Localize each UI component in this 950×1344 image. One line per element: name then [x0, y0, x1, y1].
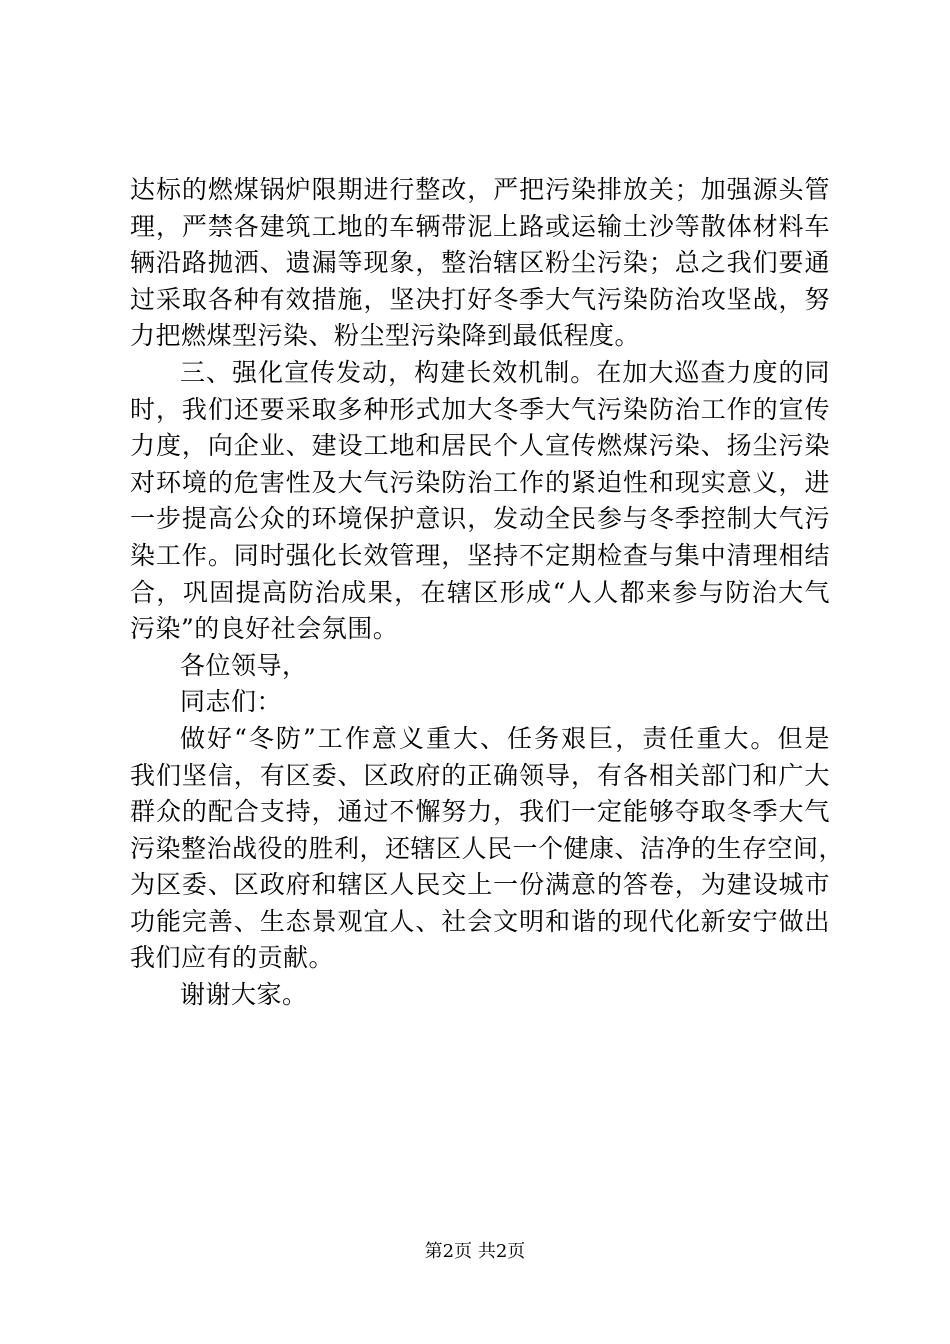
text-line: 合，巩固提高防治成果，在辖区形成“人人都来参与防治大气	[130, 577, 830, 607]
text-line: 为区委、区政府和辖区人民交上一份满意的答卷，为建设城市	[130, 870, 830, 900]
page-footer: 第2页 共2页	[424, 1241, 526, 1262]
text-line: 达标的燃煤锅炉限期进行整改，严把污染排放关；加强源头管	[130, 175, 830, 204]
text-line: 谢谢大家。	[180, 980, 308, 1010]
text-line: 时，我们还要采取多种形式加大冬季大气污染防治工作的宣传	[130, 394, 830, 424]
text-line: 力度，向企业、建设工地和居民个人宣传燃煤污染、扬尘污染	[130, 431, 830, 461]
text-line: 污染”的良好社会氛围。	[130, 614, 399, 644]
text-line: 三、强化宣传发动，构建长效机制。在加大巡查力度的同	[180, 357, 830, 387]
text-line: 做好“冬防”工作意义重大、任务艰巨，责任重大。但是	[180, 723, 830, 753]
text-line: 理，严禁各建筑工地的车辆带泥上路或运输土沙等散体材料车	[130, 211, 830, 241]
text-line: 功能完善、生态景观宜人、社会文明和谐的现代化新安宁做出	[130, 906, 830, 936]
text-line: 各位领导，	[180, 650, 308, 680]
text-line: 同志们：	[180, 687, 283, 717]
text-line: 群众的配合支持，通过不懈努力，我们一定能够夺取冬季大气	[130, 797, 830, 827]
text-line: 我们应有的贡献。	[130, 943, 335, 973]
text-line: 我们坚信，有区委、区政府的正确领导，有各相关部门和广大	[130, 760, 830, 790]
text-line: 过采取各种有效措施，坚决打好冬季大气污染防治攻坚战，努	[130, 284, 830, 314]
text-line: 染工作。同时强化长效管理，坚持不定期检查与集中清理相结	[130, 540, 830, 570]
body-text	[130, 172, 845, 1014]
text-line: 对环境的危害性及大气污染防治工作的紧迫性和现实意义，进	[130, 467, 830, 497]
text-line: 污染整治战役的胜利，还辖区人民一个健康、洁净的生存空间，	[130, 833, 845, 863]
text-line: 力把燃煤型污染、粉尘型污染降到最低程度。	[130, 321, 641, 351]
text-line: 一步提高公众的环境保护意识，发动全民参与冬季控制大气污	[130, 504, 830, 534]
text-line: 辆沿路抛洒、遗漏等现象，整治辖区粉尘污染；总之我们要通	[130, 248, 830, 278]
